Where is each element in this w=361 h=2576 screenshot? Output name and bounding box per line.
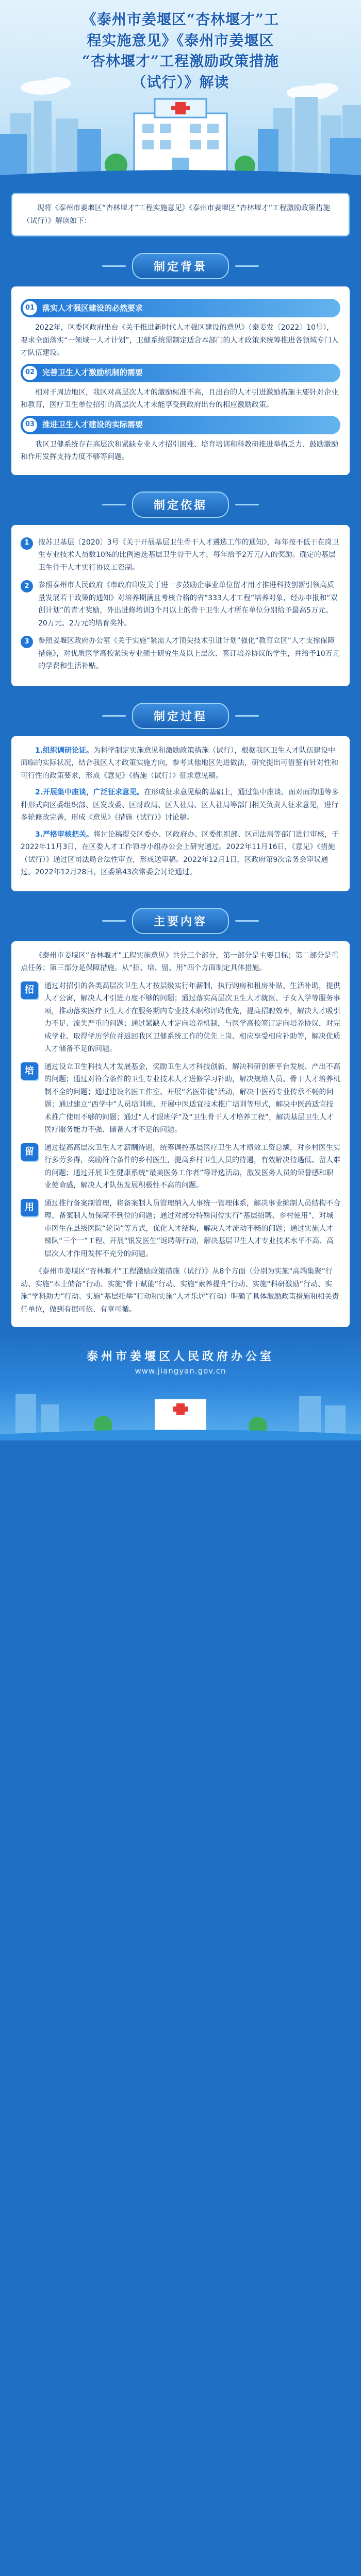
section-basis bbox=[0, 480, 361, 691]
category-badge: 招 bbox=[21, 981, 38, 999]
process-heading: 2.开展集中座谈，广泛征求意见。 bbox=[35, 788, 144, 796]
basis-text: 参照姜堰区政府办公室《关于实施“紧需人才顶尖技术引进计划”强化“教育立区”人才支撑保障措施》，对优质医学高校紧缺专业硕士研究生及以上层次、签订培养协议的学生，并给予10万元的学费和生活补贴。 bbox=[38, 637, 340, 670]
content-intro: 《泰州市姜堰区“杏林堰才”工程实施意见》共分三个部分，第一部分是主要目标；第二部分是重点任务；第三部分是保障措施。从“招、培、留、用”四个方面制定具体措施。 bbox=[21, 951, 339, 972]
process-heading: 1.组织调研论证。 bbox=[35, 746, 94, 755]
background-item bbox=[21, 416, 340, 464]
divider bbox=[235, 504, 259, 505]
process-heading: 3.严格审核把关。 bbox=[35, 830, 94, 839]
section-content bbox=[0, 896, 361, 1333]
process-text: 在形成征求意见稿的基础上，通过集中座谈、面对面沟通等多种形式向区委组织部、区发改委、区财政局、区人社局、区人社局等部门相关负责人征求意见，进行多轮修改完善，形成《意见》《措施（试行）》讨论稿。 bbox=[21, 788, 339, 822]
footer bbox=[0, 1332, 361, 1440]
process-text: 将讨论稿提交区委办、区政府办、区委组织部、区司法局等部门进行审核，于2022年11月3日，在区委人才工作领导小组办公会上研究通过。2022年11月16日，《意见》《措施（试行）》通过区司法局合法性审查，形成送审稿。2022年12月1日，区政府第9次常务会审议通过。2022年12月28日，区委第43次常委会讨论通过。 bbox=[21, 830, 339, 876]
background-item bbox=[21, 364, 340, 412]
number-badge: 01 bbox=[23, 301, 37, 315]
list-item bbox=[21, 536, 340, 574]
divider bbox=[235, 715, 259, 717]
title-line: “杏林堰才”工程激励政策措施 bbox=[81, 53, 280, 70]
category-text: 通过对招引的各类高层次卫生人才按层级实行年薪制，执行购房和租房补贴、生活补助，提供人才公寓，解决人才引进力度不够的问题；通过落实高层次卫生人才就医、子女入学等服务事项，推动落实医疗卫生人才在服务期内专业技术职称评聘优先，提高招聘效率，解决人才吸引力不足、流失严重的问题；通过紧缺人才定向培养机制，与医学高校签订定向培养协议，对完成学业、取得学历学位并返回我区卫健系统工作的优先上岗、相应享受相应补助等，解决优质人才储备不足的问题。 bbox=[44, 981, 340, 1053]
list-item bbox=[21, 579, 340, 630]
list-item bbox=[21, 635, 340, 673]
content-outro: 《泰州市姜堰区“杏林堰才”工程激励政策措施（试行）》从8个方面（分别为实施“高端集聚”行动、实施“本土储备”行动、实施“骨干赋能”行动、实施“素养提升”行动、实施“科研激励”行动、实施“学科助力”行动、实施“基层托举”行动和实施“人才乐居”行动）明确了具体激励政策措施和相关责任单位，做到有据可依、有章可循。 bbox=[21, 1267, 339, 1314]
section-title: 主要内容 bbox=[132, 908, 229, 934]
process-item bbox=[21, 744, 340, 783]
number-badge: 3 bbox=[21, 636, 33, 648]
divider bbox=[235, 265, 259, 267]
content-card bbox=[11, 941, 350, 1328]
number-badge: 03 bbox=[23, 418, 37, 432]
item-header bbox=[21, 416, 340, 434]
item-text: 我区卫健系统存在高层次和紧缺专业人才招引困难、培育培训和科教研推进举措乏力、鼓励激励和作用发挥支持力度不够等问题。 bbox=[21, 440, 338, 461]
category-badge: 用 bbox=[21, 1199, 38, 1216]
hero-banner bbox=[0, 0, 361, 185]
divider bbox=[235, 920, 259, 922]
basis-card bbox=[11, 525, 350, 686]
number-badge: 1 bbox=[21, 537, 33, 550]
process-card bbox=[11, 736, 350, 891]
footer-illustration bbox=[0, 1374, 361, 1440]
divider bbox=[102, 265, 126, 267]
title-line: 程实施意见》《泰州市姜堰区 bbox=[87, 31, 274, 49]
item-header bbox=[21, 299, 340, 317]
process-item bbox=[21, 828, 340, 879]
item-heading: 完善卫生人才激励机制的需要 bbox=[42, 368, 143, 378]
item-header bbox=[21, 364, 340, 382]
section-background bbox=[0, 242, 361, 480]
background-card bbox=[11, 286, 350, 475]
intro-text: 现将《泰州市姜堰区“杏林堰才”工程实施意见》《泰州市姜堰区“杏林堰才”工程激励政策措施（试行）》解读如下： bbox=[11, 193, 350, 236]
process-text: 为科学制定实施意见和激励政策措施（试行），根据我区卫生人才队伍建设中面临的实际状况，结合我区人才政策实施方向，参考其他地区先进做法，研究提出可借鉴有针对性和可行性的政策要求，形成《意见》《措施（试行）》征求意见稿。 bbox=[21, 746, 338, 780]
category-badge: 留 bbox=[21, 1143, 38, 1161]
item-text: 2022年，区委区政府出台《关于推进新时代人才强区建设的意见》（泰姜发〔2022〕10号），要求全面落实“一领域一人才计划”，卫健系统需制定适合本部门的人才政策来统筹推进各领域专门人才队伍建设。 bbox=[21, 324, 339, 357]
divider bbox=[102, 920, 126, 922]
category-badge: 培 bbox=[21, 1062, 38, 1080]
intro-section bbox=[0, 185, 361, 242]
section-header bbox=[11, 908, 350, 934]
item-heading: 推进卫生人才建设的实际需要 bbox=[42, 420, 143, 430]
number-badge: 2 bbox=[21, 580, 33, 592]
number-badge: 02 bbox=[23, 366, 37, 380]
footer-url: www.jiangyan.gov.cn bbox=[135, 1366, 226, 1376]
list-item bbox=[21, 1142, 340, 1192]
item-heading: 落实人才强区建设的必然要求 bbox=[42, 303, 143, 313]
divider bbox=[102, 504, 126, 505]
process-item bbox=[21, 786, 340, 824]
category-text: 通过推行备案制管理，将备案制人员管理纳入人事统一管理体系，解决事业编制人员结构不合理、备案制人员保障不到位的问题；通过对部分特殊岗位实行“基层招聘、乡村使用”，对城市医生在县级医院“轮岗”等方式，优化人才结构，解决人才流动不畅的问题；通过实施人才梯队“三个一”工程、开展“银发医生”返聘等行动，解决基层卫生人才专业技术水平不高、高层次人才作用发挥不充分的问题。 bbox=[44, 1199, 340, 1258]
list-item bbox=[21, 1061, 340, 1137]
footer-organization: 泰州市姜堰区人民政府办公室 bbox=[86, 1350, 274, 1363]
list-item bbox=[21, 980, 340, 1056]
section-header bbox=[11, 253, 350, 279]
list-item bbox=[21, 1197, 340, 1261]
section-title: 制定依据 bbox=[132, 492, 229, 518]
title-line: （试行）》解读 bbox=[132, 73, 229, 91]
item-text: 相对于周边地区，我区对高层次人才的激励标准不高，且出台的人才引进激励措施主要针对企业和教育，医疗卫生单位招引的高层次人才未能享受到政府出台的相应激励政策。 bbox=[21, 388, 338, 409]
title-line: 《泰州市姜堰区“杏林堰才”工 bbox=[81, 11, 280, 28]
category-text: 通过提高高层次卫生人才薪酬待遇，统筹调控基层医疗卫生人才绩效工资总额，对乡村医生实行多劳多得，奖励符合条件的乡村医生，提高乡村卫生人员的待遇，有效解决待遇低、留人难的问题；通过开展卫生健康系统“最美医务工作者”等评选活动，激发医务人员的荣誉感和职业使命感，解决人才队伍发展积极性不高的问题。 bbox=[44, 1143, 340, 1190]
section-process bbox=[0, 691, 361, 896]
category-text: 通过设立卫生科技人才发展基金，奖励卫生人才科技创新，解决科研创新平台发展、产出不高的问题；通过对符合条件的卫生专业技术人才进修学习补助，解决规培人员、骨干人才培养机制不全的问题；通过建设名医工作室、开展“名医带徒”活动，解决中医药专业传承不畅的问题；通过建立“西学中”人员培训班、开展中医适宜技术推广培训等形式，解决中医药适宜技术推广使用不够的问题；通过“人才跟班学”及“卫生骨干人才培养工程”，解决基层卫生人才医疗服务能力不强、储备人才不足的问题。 bbox=[44, 1062, 340, 1134]
basis-text: 参照泰州市人民政府《市政府印发关于进一步鼓励企事业单位留才用才推进科技创新引领高质量发展若干政策的通知》对培养期满且考核合格的省“333人才工程”培养对象，经办申报和“双创计划”的青才奖励，外出进修培训3个月以上的骨干卫生人才所在单位分别给予最高5万元、20万元、2万元的培育奖补。 bbox=[38, 581, 338, 628]
city-skyline-illustration bbox=[0, 52, 361, 185]
background-item bbox=[21, 299, 340, 360]
section-title: 制定背景 bbox=[132, 253, 229, 279]
section-header bbox=[11, 703, 350, 729]
basis-text: 按苏卫基层〔2020〕3号《关于开展基层卫生骨干人才遴选工作的通知》，每年按不低于在岗卫生专业技术人员数10%的比例遴选基层卫生骨干人才，每年给予2万元/人的奖励。确定的基层卫生骨干人才实行协议工资制。 bbox=[38, 538, 339, 572]
section-title: 制定过程 bbox=[132, 703, 229, 729]
cloud-icon bbox=[21, 77, 338, 100]
section-header bbox=[11, 492, 350, 518]
divider bbox=[102, 715, 126, 717]
